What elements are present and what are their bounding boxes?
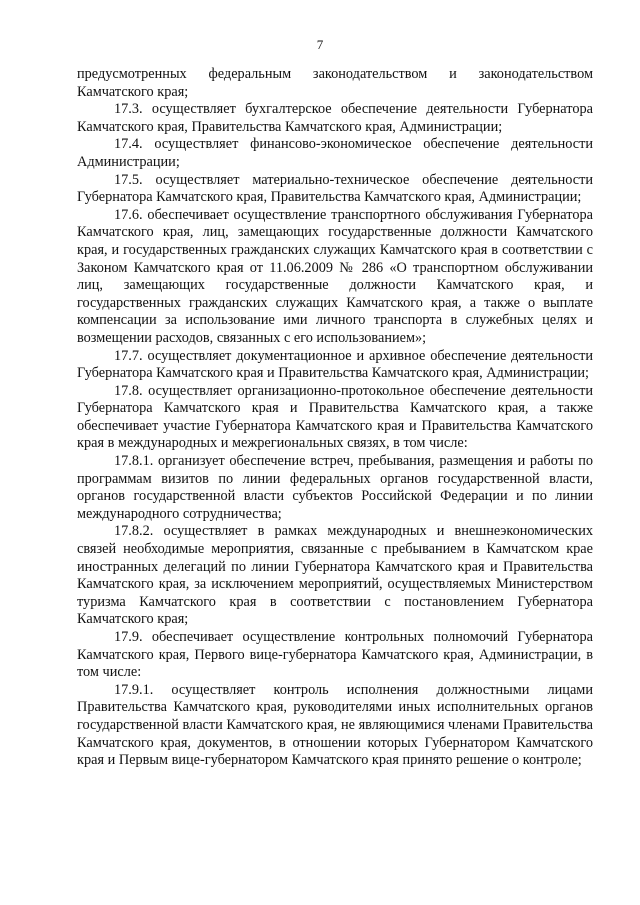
paragraph-17-5: 17.5. осуществляет материально-техническое обеспечение деятельности Губернатора Камчатского края, Правительства Камчатского края, Администрации; <box>77 171 593 206</box>
paragraph-17-9: 17.9. обеспечивает осуществление контрольных полномочий Губернатора Камчатского края, Первого вице-губернатора Камчатского края, Администрации, в том числе: <box>77 629 593 681</box>
paragraph-17-6: 17.6. обеспечивает осуществление транспортного обслуживания Губернатора Камчатского края, лиц, замещающих государственные должности Камчатского края, и государственных гражданских служащих Камчатского края в соответствии с Законом Камчатского края от 11.06.2009 № 286 «О транспортном обслуживании лиц, замещающих государственные должности Камчатского края, и государственных гражданских служащих Камчатского края, а также о выплате компенсации за использование ими личного транспорта в служебных целях и возмещении расходов, связанных с его использованием»; <box>77 206 593 346</box>
document-body <box>77 66 593 770</box>
paragraph-17-8: 17.8. осуществляет организационно-протокольное обеспечение деятельности Губернатора Камчатского края и Правительства Камчатского края, а также обеспечивает участие Губернатора Камчатского края и Правительства Камчатского края в международных и межрегиональных связях, в том числе: <box>77 382 593 452</box>
page-number: 7 <box>316 37 324 52</box>
paragraph-17-3: 17.3. осуществляет бухгалтерское обеспечение деятельности Губернатора Камчатского края, Правительства Камчатского края, Администрации; <box>77 101 593 135</box>
paragraph-17-7: 17.7. осуществляет документационное и архивное обеспечение деятельности Губернатора Камчатского края и Правительства Камчатского края, Администрации; <box>77 347 593 382</box>
paragraph-17-4: 17.4. осуществляет финансово-экономическое обеспечение деятельности Администрации; <box>77 136 593 170</box>
paragraph-continuation: предусмотренных федеральным законодательством и законодательством Камчатского края; <box>77 66 593 100</box>
paragraph-17-8-1: 17.8.1. организует обеспечение встреч, пребывания, размещения и работы по программам визитов по линии федеральных органов государственной власти, органов государственной власти субъектов Российской Федерации и по линии международного сотрудничества; <box>77 453 593 522</box>
paragraph-17-8-2: 17.8.2. осуществляет в рамках международных и внешнеэкономических связей необходимые мероприятия, связанные с пребыванием в Камчатском крае иностранных делегаций по линии Губернатора Камчатского края и Правительства Камчатского края, за исключением мероприятий, осуществляемых Министерством туризма Камчатского края в соответствии с постановлением Губернатора Камчатского края; <box>77 523 593 628</box>
paragraph-17-9-1: 17.9.1. осуществляет контроль исполнения должностными лицами Правительства Камчатского края, руководителями иных исполнительных органов государственной власти Камчатского края, не являющимися членами Правительства Камчатского края, документов, в отношении которых Губернатором Камчатского края и Первым вице-губернатором Камчатского края принято решение о контроле; <box>77 681 593 769</box>
